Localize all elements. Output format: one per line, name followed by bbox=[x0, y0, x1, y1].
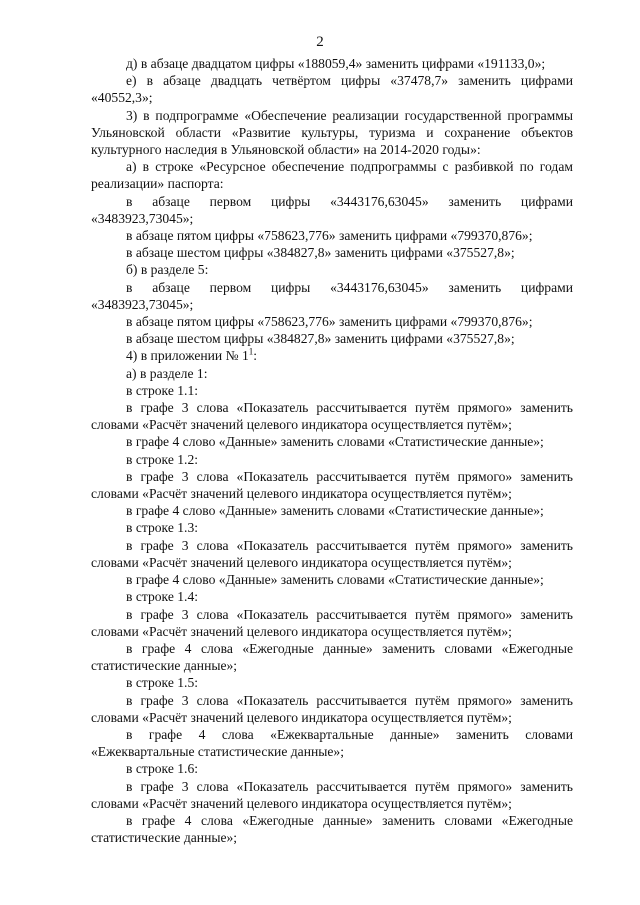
paragraph-row-1-1: в строке 1.1: bbox=[126, 382, 199, 398]
paragraph-row-1-1-col4: в графе 4 слово «Данные» заменить словами «Статистические данные»; bbox=[126, 434, 544, 450]
paragraph-row-1-2-col3: в графе 3 слова «Показатель рассчитывается путём прямого» заменить словами «Расчёт значений целевого индикатора осуществляется путём»; bbox=[91, 468, 573, 502]
paragraph-section5-sixth: в абзаце шестом цифры «384827,8» заменить цифрами «375527,8»; bbox=[126, 331, 515, 347]
paragraph-row-1-6: в строке 1.6: bbox=[126, 761, 199, 777]
paragraph-passport-first: в абзаце первом цифры «3443176,63045» заменить цифрами «3483923,73045»; bbox=[91, 193, 573, 226]
paragraph-row-1-5: в строке 1.5: bbox=[126, 675, 199, 691]
paragraph-passport-row: а) в строке «Ресурсное обеспечение подпрограммы с разбивкой по годам реализации» паспорта: bbox=[91, 159, 573, 192]
paragraph-amend-d: д) в абзаце двадцатом цифры «188059,4» заменить цифрами «191133,0»; bbox=[126, 56, 546, 71]
paragraph-row-1-2-col4: в графе 4 слово «Данные» заменить словами «Статистические данные»; bbox=[126, 503, 544, 519]
paragraph-section-1: а) в разделе 1: bbox=[126, 365, 208, 381]
paragraph-row-1-4-col3: в графе 3 слова «Показатель рассчитывается путём прямого» заменить словами «Расчёт значений целевого индикатора осуществляется путём»; bbox=[91, 606, 573, 639]
paragraph-passport-sixth: в абзаце шестом цифры «384827,8» заменить цифрами «375527,8»; bbox=[126, 245, 515, 261]
paragraph-section5-fifth: в абзаце пятом цифры «758623,776» заменить цифрами «799370,876»; bbox=[126, 314, 533, 330]
paragraph-passport-fifth: в абзаце пятом цифры «758623,776» заменить цифрами «799370,876»; bbox=[126, 228, 533, 244]
appendix-text: 4) в приложении № 1 bbox=[126, 348, 249, 364]
paragraph-section5-first: в абзаце первом цифры «3443176,63045» заменить цифрами «3483923,73045»; bbox=[91, 279, 573, 312]
paragraph-section-5: б) в разделе 5: bbox=[126, 262, 209, 278]
appendix-suffix: : bbox=[253, 348, 258, 364]
appendix-superscript: 1 bbox=[248, 346, 254, 357]
paragraph-appendix bbox=[91, 347, 573, 364]
document-body bbox=[91, 55, 573, 846]
paragraph-row-1-3-col4: в графе 4 слово «Данные» заменить словами «Статистические данные»; bbox=[126, 572, 544, 588]
paragraph-row-1-2: в строке 1.2: bbox=[126, 451, 199, 467]
paragraph-row-1-6-col4: в графе 4 слова «Ежегодные данные» заменить словами «Ежегодные статистические данные»; bbox=[91, 812, 573, 846]
paragraph-row-1-4-col4: в графе 4 слова «Ежегодные данные» заменить словами «Ежегодные статистические данные»; bbox=[91, 640, 573, 674]
paragraph-amend-e: е) в абзаце двадцать четвёртом цифры «37478,7» заменить цифрами «40552,3»; bbox=[91, 73, 573, 106]
paragraph-row-1-3-col3: в графе 3 слова «Показатель рассчитывается путём прямого» заменить словами «Расчёт значений целевого индикатора осуществляется путём»; bbox=[91, 537, 573, 570]
paragraph-row-1-5-col4: в графе 4 слова «Ежеквартальные данные» заменить словами «Ежеквартальные статистические данные»; bbox=[91, 726, 573, 760]
paragraph-row-1-3: в строке 1.3: bbox=[126, 520, 199, 536]
paragraph-subprogram-heading: 3) в подпрограмме «Обеспечение реализации государственной программы Ульяновской области «Развитие культуры, туризма и сохранение объектов культурного наследия в Ульяновской области» на 2014-2020 годы»: bbox=[91, 107, 573, 158]
page-number: 2 bbox=[316, 34, 324, 50]
paragraph-row-1-4: в строке 1.4: bbox=[126, 589, 199, 605]
paragraph-row-1-5-col3: в графе 3 слова «Показатель рассчитывается путём прямого» заменить словами «Расчёт значений целевого индикатора осуществляется путём»; bbox=[91, 692, 573, 725]
paragraph-row-1-6-col3: в графе 3 слова «Показатель рассчитывается путём прямого» заменить словами «Расчёт значений целевого индикатора осуществляется путём»; bbox=[91, 778, 573, 811]
paragraph-row-1-1-col3: в графе 3 слова «Показатель рассчитывается путём прямого» заменить словами «Расчёт значений целевого индикатора осуществляется путём»; bbox=[91, 400, 573, 433]
